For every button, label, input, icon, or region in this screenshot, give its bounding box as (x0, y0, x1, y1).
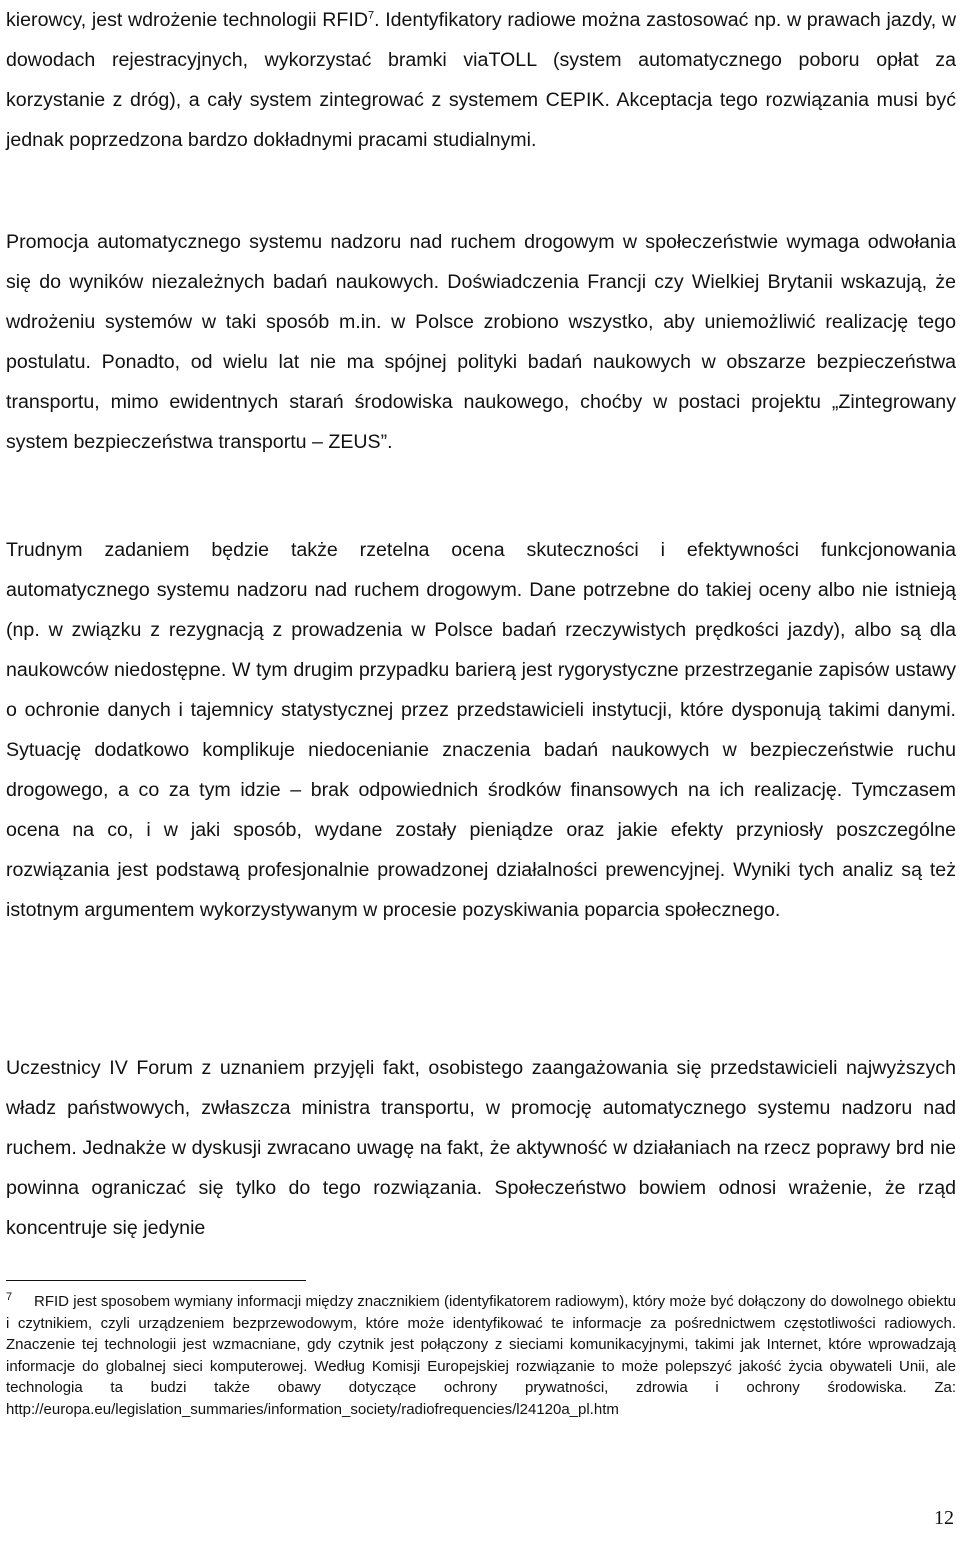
footnote-text: RFID jest sposobem wymiany informacji między znacznikiem (identyfikatorem radiowym), który może być dołączony do dowolnego obiektu i czytnikiem, czyli urządzeniem bezprzewodowym, które może identyfikować te informacje za pośrednictwem częstotliwości radiowych. Znaczenie tej technologii jest wzmacniane, gdy czytnik jest połączony z sieciami komunikacyjnymi, takimi jak Internet, które wprowadzają informacje do globalnej sieci komputerowej. Według Komisji Europejskiej rozwiązanie to może polepszyć jakość życia obywateli Unii, ale technologia ta budzi także obawy dotyczące ochrony prywatności, zdrowia i ochrony środowiska. Za: http://europa.eu/legislation_summaries/information_society/radiofrequencies/l24120a_pl.htm (6, 1293, 956, 1418)
paragraph-forum: Uczestnicy IV Forum z uznaniem przyjęli fakt, osobistego zaangażowania się przedstawicieli najwyższych władz państwowych, zwłaszcza ministra transportu, w promocję automatycznego systemu nadzoru nad ruchem. Jednakże w dyskusji zwracano uwagę na fakt, że aktywność w działaniach na rzecz poprawy brd nie powinna ograniczać się tylko do tego rozwiązania. Społeczeństwo bowiem odnosi wrażenie, że rząd koncentruje się jedynie (6, 1057, 956, 1239)
footnote-reference[interactable]: 7 (367, 9, 375, 22)
footnote (6, 1291, 956, 1420)
page-number: 12 (934, 1507, 954, 1529)
paragraph-rfid (6, 0, 956, 160)
paragraph-text: kierowcy, jest wdrożenie technologii RFID (6, 9, 368, 31)
footnote-separator (6, 1280, 306, 1281)
footnote-mark: 7 (6, 1291, 13, 1303)
paragraph-promotion: Promocja automatycznego systemu nadzoru nad ruchem drogowym w społeczeństwie wymaga odwołania się do wyników niezależnych badań naukowych. Doświadczenia Francji czy Wielkiej Brytanii wskazują, że wdrożeniu systemów w taki sposób m.in. w Polsce zrobiono wszystko, aby uniemożliwić realizację tego postulatu. Ponadto, od wielu lat nie ma spójnej polityki badań naukowych w obszarze bezpieczeństwa transportu, mimo ewidentnych starań środowiska naukowego, choćby w postaci projektu „Zintegrowany system bezpieczeństwa transportu – ZEUS”. (6, 231, 956, 453)
paragraph-evaluation: Trudnym zadaniem będzie także rzetelna ocena skuteczności i efektywności funkcjonowania automatycznego systemu nadzoru nad ruchem drogowym. Dane potrzebne do takiej oceny albo nie istnieją (np. w związku z rezygnacją z prowadzenia w Polsce badań rzeczywistych prędkości jazdy), albo są dla naukowców niedostępne. W tym drugim przypadku barierą jest rygorystyczne przestrzeganie zapisów ustawy o ochronie danych i tajemnicy statystycznej przez przedstawicieli instytucji, które dysponują takimi danymi. Sytuację dodatkowo komplikuje niedocenianie znaczenia badań naukowych w bezpieczeństwie ruchu drogowego, a co za tym idzie – brak odpowiednich środków finansowych na ich realizację. Tymczasem ocena na co, i w jaki sposób, wydane zostały pieniądze oraz jakie efekty przyniosły poszczególne rozwiązania jest podstawą profesjonalnie prowadzonej działalności prewencyjnej. Wyniki tych analiz są też istotnym argumentem wykorzystywanym w procesie pozyskiwania poparcia społecznego. (6, 539, 956, 921)
paragraph-text: . Identyfikatory radiowe można zastosować np. w prawach jazdy, w dowodach rejestracyjnych, wykorzystać bramki viaTOLL (system automatycznego poboru opłat za korzystanie z dróg), a cały system zintegrować z systemem CEPIK. Akceptacja tego rozwiązania musi być jednak poprzedzona bardzo dokładnymi pracami studialnymi. (6, 9, 956, 151)
